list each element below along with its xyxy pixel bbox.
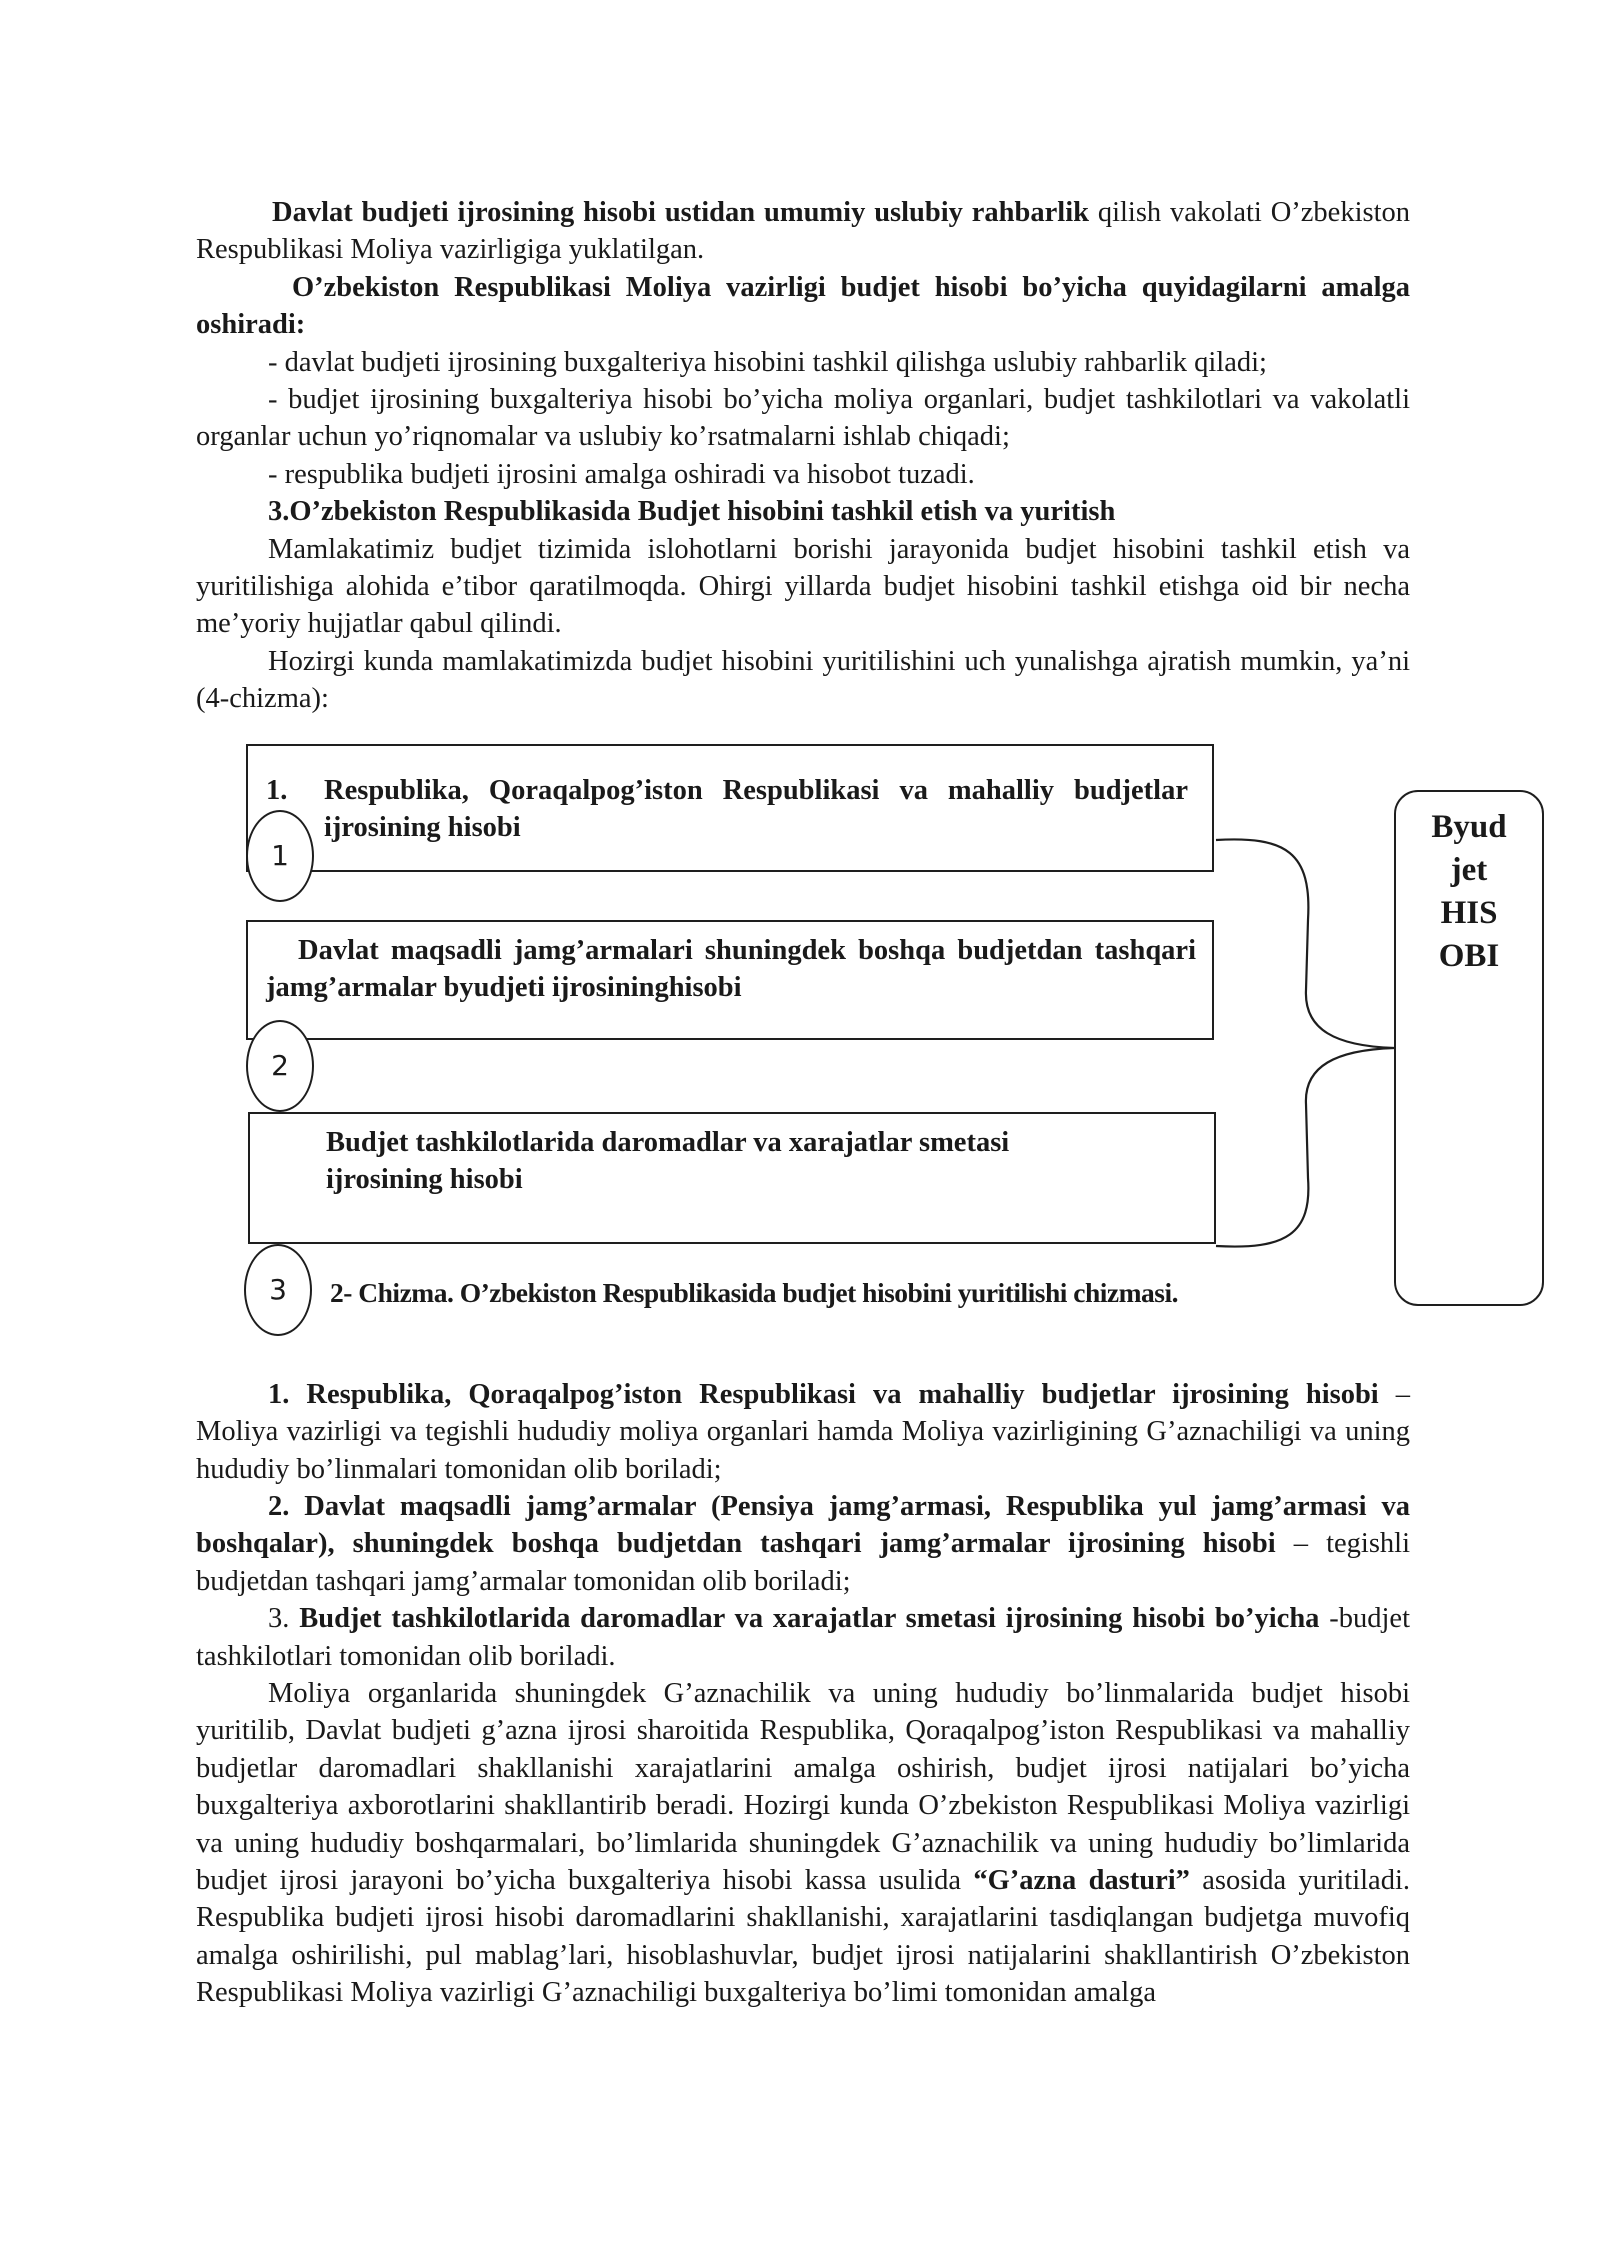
diagram-box-3-text: Budjet tashkilotlarida daromadlar va xarajatlar smetasi ijrosining hisobi — [326, 1126, 1010, 1195]
ministry-duties-heading: O’zbekiston Respublikasi Moliya vazirligi budjet hisobi bo’yicha quyidagilarni amalga oshiradi: — [196, 271, 1410, 341]
budget-accounting-box — [1394, 790, 1544, 1306]
duty-item-2: - budjet ijrosining buxgalteriya hisobi bo’yicha moliya organlari, budjet tashkilotlari va vakolatli organlar uchun yo’riqnomalar va uslubiy ko’rsatmalarni ishlab chiqadi; — [196, 384, 1410, 453]
intro-text: qilish vakolati O’zbekiston Respublikasi Moliya vazirligiga yuklatilgan. — [196, 197, 1410, 266]
diagram-box-1-number: 1. — [266, 774, 288, 806]
budget-accounting-line-4: OBI — [1438, 937, 1500, 974]
intro-paragraph-2 — [196, 269, 1410, 344]
budget-accounting-line-2: jet — [1450, 851, 1488, 888]
intro-paragraph-1 — [196, 194, 1410, 269]
budget-accounting-diagram — [196, 744, 1507, 1376]
gazna-program-name: “G’azna dasturi” — [973, 1864, 1190, 1896]
duty-item-1: - davlat budjeti ijrosining buxgalteriya hisobini tashkil qilishga uslubiy rahbarlik qiladi; — [268, 346, 1267, 378]
section-paragraph-2: Hozirgi kunda mamlakatimizda budjet hisobini yuritilishini uch yunalishga ajratish mumkin, ya’ni (4-chizma): — [196, 645, 1410, 715]
diagram-circle-2: 2 — [246, 1020, 314, 1112]
diagram-caption: 2- Chizma. O’zbekiston Respublikasida budjet hisobini yuritilishi chizmasi. — [330, 1276, 1179, 1308]
body-item-3: 3. Budjet tashkilotlarida daromadlar va xarajatlar smetasi ijrosining hisobi bo’yicha -budjet tashkilotlari tomonidan olib boriladi. — [196, 1603, 1410, 1672]
budget-accounting-line-3: HIS — [1440, 894, 1498, 931]
diagram-circle-3: 3 — [244, 1244, 312, 1336]
diagram-circle-1: 1 — [246, 810, 314, 902]
body-final-paragraph: Moliya organlarida shuningdek G’aznachilik va uning hududiy bo’linmalarida budjet hisobi yuritilib, Davlat budjeti g’azna ijrosi sharoitida Respublika, Qoraqalpog’iston Respublikasi va mahalliy budjetlar daromadlari shakllanishi xarajatlarini amalga oshirish, budjet ijrosi natijalari bo’yicha buxgalteriya axborotlarini shakllantirib beradi. Hozirgi kunda O’zbekiston Respublikasi Moliya vazirligi va uning hududiy boshqarmalari, bo’limlarida shuningdek G’aznachilik va uning hududiy bo’limlarida budjet ijrosi jarayoni bo’yicha buxgalteriya hisobi kassa usulida “G’azna dasturi” asosida yuritiladi. Respublika budjeti ijrosi hisobi daromadlarini shakllanishi, xarajatlarini tasdiqlangan budjetga muvofiq amalga oshirilishi, pul mablag’lari, hisoblashuvlar, budjet ijrosi natijalarini shakllantirish O’zbekiston Respublikasi Moliya vazirligi G’aznachiligi buxgalteriya bo’limi tomonidan amalga — [196, 1677, 1410, 2009]
budget-accounting-line-1: Byud — [1431, 808, 1507, 845]
brace-path — [1216, 839, 1394, 1246]
intro-bold-lead: Davlat budjeti ijrosining hisobi ustidan umumiy uslubiy rahbarlik — [272, 197, 1089, 228]
diagram-box-2-text: Davlat maqsadli jamg’armalari shuningdek boshqa budjetdan tashqari jamg’armalar byudjeti ijrosininghisobi — [266, 934, 1196, 1003]
duty-item-3: - respublika budjeti ijrosini amalga oshiradi va hisobot tuzadi. — [268, 458, 975, 490]
section-heading: 3.O’zbekiston Respublikasida Budjet hisobini tashkil etish va yuritish — [268, 496, 1116, 528]
body-item-2: 2. Davlat maqsadli jamg’armalar (Pensiya jamg’armasi, Respublika yul jamg’armasi va boshqalar), shuningdek boshqa budjetdan tashqari jamg’armalar ijrosining hisobi – tegishli budjetdan tashqari jamg’armalar tomonidan olib boriladi; — [196, 1490, 1410, 1597]
document-page — [196, 194, 1507, 2012]
diagram-box-1-text: Respublika, Qoraqalpog’iston Respublikasi va mahalliy budjetlar ijrosining hisobi — [324, 774, 1188, 843]
section-paragraph-1: Mamlakatimiz budjet tizimida islohotlarni borishi jarayonida budjet hisobini tashkil etish va yuritilishiga alohida e’tibor qaratilmoqda. Ohirgi yillarda budjet hisobini tashkil etishga oid bir necha me’yoriy hujjatlar qabul qilindi. — [196, 533, 1410, 640]
body-item-1: 1. Respublika, Qoraqalpog’iston Respublikasi va mahalliy budjetlar ijrosining hisobi – Moliya vazirligi va tegishli hududiy moliya organlari hamda Moliya vazirligining G’aznachiligi va uning hududiy bo’linmalari tomonidan olib boriladi; — [196, 1378, 1411, 1485]
